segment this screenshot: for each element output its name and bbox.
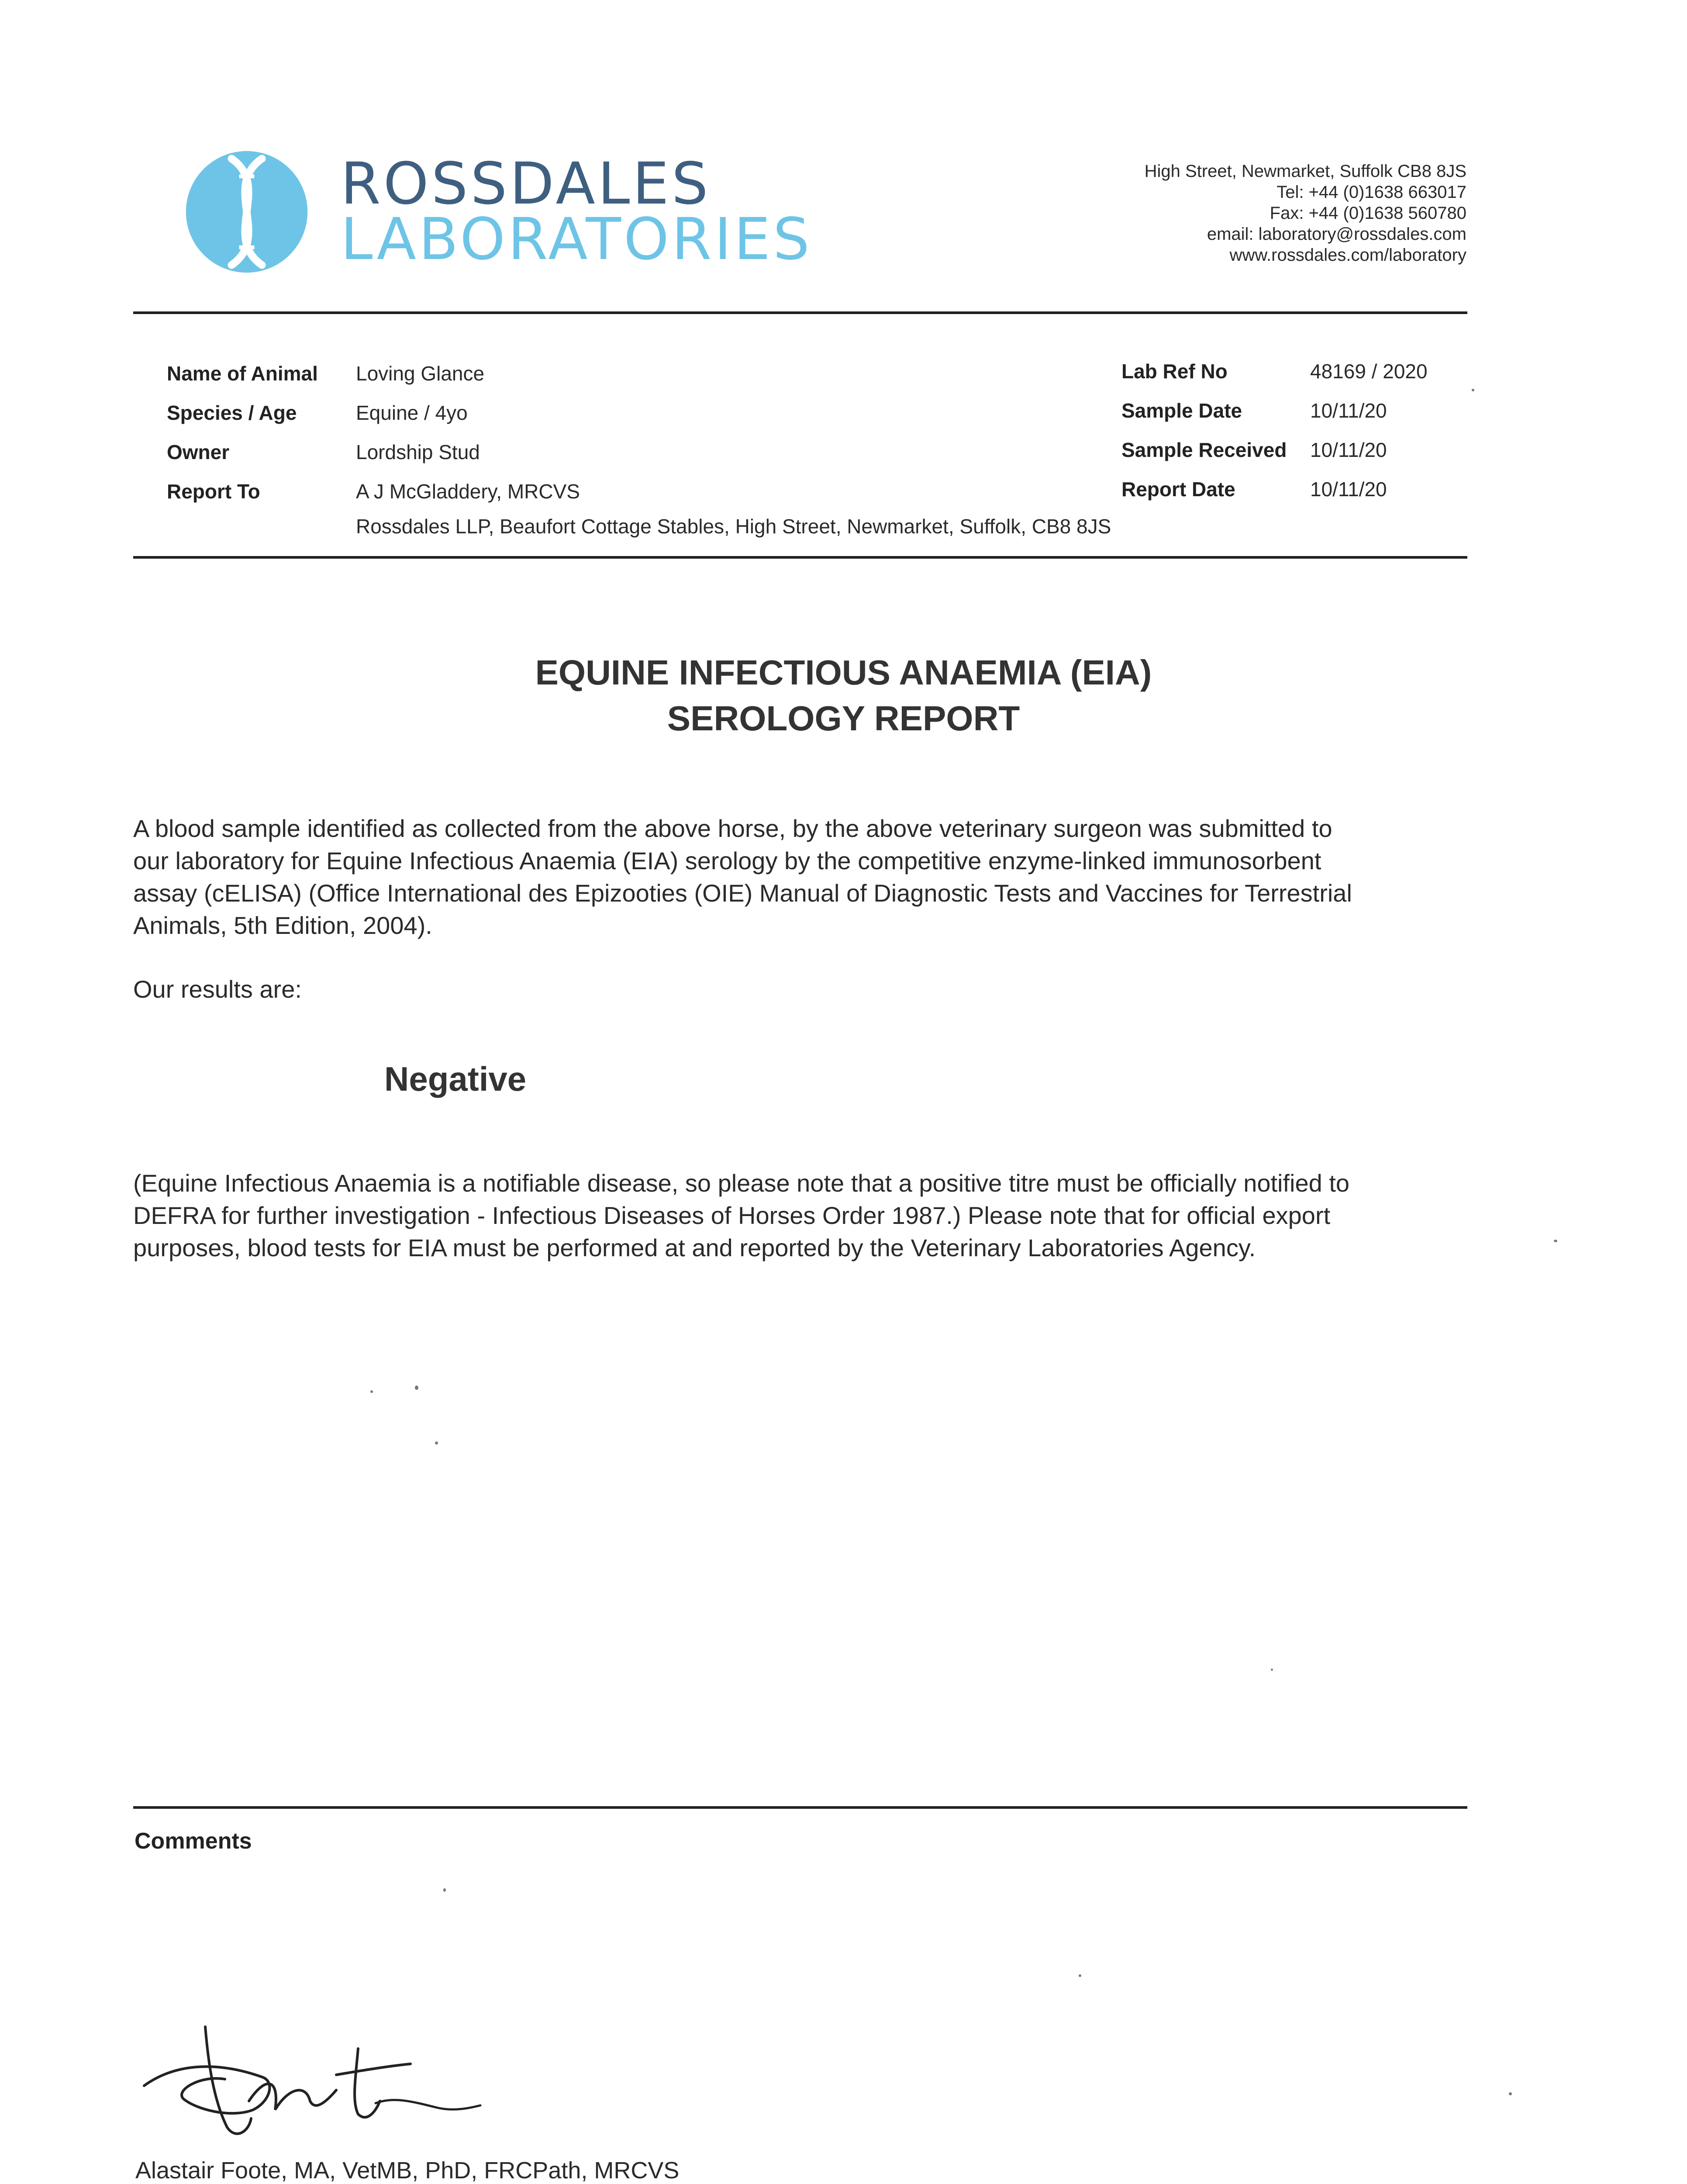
report-date-value: 10/11/20 [1310,478,1387,501]
comments-divider [133,1806,1467,1809]
notifiable-note [133,1167,1470,1264]
result-value: Negative [384,1060,527,1098]
name-of-animal-label: Name of Animal [167,362,318,385]
contact-address: High Street, Newmarket, Suffolk CB8 8JS [1144,162,1466,181]
intro-line: assay (cELISA) (Office International des Epizooties (OIE) Manual of Diagnostic Tests and Vaccines for Terrestrial [133,879,1352,907]
signatory-name: Alastair Foote, MA, VetMB, PhD, FRCPath, MRCVS [135,2157,680,2184]
name-of-animal-value: Loving Glance [356,362,485,385]
intro-line: Animals, 5th Edition, 2004). [133,912,432,939]
scan-speck [1509,2092,1512,2095]
handwritten-signature [131,2001,489,2149]
species-age-label: Species / Age [167,401,297,424]
dna-logo-icon [183,149,310,275]
intro-line: our laboratory for Equine Infectious Anaemia (EIA) serology by the competitive enzyme-linked immunosorbent [133,847,1321,874]
report-date-label: Report Date [1121,478,1235,501]
scan-speck [415,1386,418,1390]
scan-speck [1554,1240,1557,1242]
contact-tel: Tel: +44 (0)1638 663017 [1276,183,1466,202]
scan-speck [1271,1669,1273,1671]
lab-ref-value: 48169 / 2020 [1310,360,1428,383]
logo-text-rossdales: ROSSDALES [341,150,711,218]
report-to-label: Report To [167,480,260,503]
details-divider [133,556,1467,559]
note-line: (Equine Infectious Anaemia is a notifiable disease, so please note that a positive titre must be officially notified to [133,1169,1350,1197]
scan-speck [435,1441,438,1444]
species-age-value: Equine / 4yo [356,401,468,424]
note-line: purposes, blood tests for EIA must be performed at and reported by the Veterinary Laboratories Agency. [133,1234,1256,1261]
scan-speck [370,1390,373,1393]
sample-date-label: Sample Date [1121,399,1242,422]
intro-paragraph [133,812,1470,942]
owner-value: Lordship Stud [356,441,480,463]
comments-label: Comments [135,1828,252,1854]
note-line: DEFRA for further investigation - Infectious Diseases of Horses Order 1987.) Please note that for official export [133,1202,1331,1229]
contact-email: email: laboratory@rossdales.com [1207,225,1466,244]
results-intro: Our results are: [133,975,302,1003]
owner-label: Owner [167,441,230,463]
intro-line: A blood sample identified as collected from the above horse, by the above veterinary surgeon was submitted to [133,815,1332,842]
contact-website: www.rossdales.com/laboratory [1229,245,1466,265]
sample-date-value: 10/11/20 [1310,399,1387,422]
sample-received-label: Sample Received [1121,439,1287,461]
scan-speck [1472,389,1474,391]
report-title-line1: EQUINE INFECTIOUS ANAEMIA (EIA) [535,653,1152,692]
scan-speck [1079,1974,1081,1977]
logo-text-laboratories: LABORATORIES [341,206,812,273]
header-divider [133,311,1467,314]
scan-speck [443,1888,446,1892]
report-to-address: Rossdales LLP, Beaufort Cottage Stables, High Street, Newmarket, Suffolk, CB8 8JS [356,515,1111,538]
contact-fax: Fax: +44 (0)1638 560780 [1270,204,1466,223]
sample-received-value: 10/11/20 [1310,439,1387,461]
report-to-value: A J McGladdery, MRCVS [356,480,580,503]
lab-ref-label: Lab Ref No [1121,360,1228,383]
report-title-line2: SEROLOGY REPORT [667,699,1020,738]
